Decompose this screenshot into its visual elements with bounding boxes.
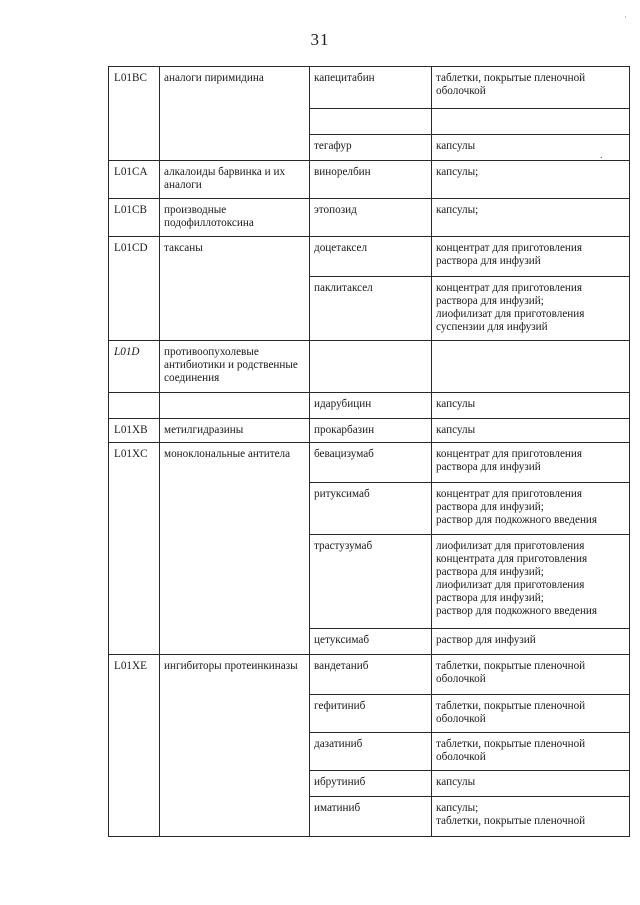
table-cell (160, 341, 310, 393)
table-cell (432, 277, 630, 341)
table-cell (432, 161, 630, 199)
table-cell (432, 797, 630, 837)
table-row (109, 199, 630, 237)
cell-text-line: аналоги (164, 179, 202, 191)
table-row (109, 655, 630, 695)
cell-text-line: лиофилизат для приготовления (436, 579, 585, 591)
table-cell (310, 393, 432, 419)
cell-text-line: концентрата для приготовления (436, 553, 588, 565)
table-cell (432, 535, 630, 629)
table-cell (310, 67, 432, 109)
cell-text-line: идарубицин (314, 398, 372, 410)
cell-text-line: противоопухолевые (164, 346, 259, 358)
cell-text-line: капецитабин (314, 72, 375, 84)
cell-text-line: антибиотики и родственные (164, 359, 298, 371)
atc-code-cell: L01CB (109, 199, 160, 237)
table-cell (160, 393, 310, 419)
cell-text-line: раствор для подкожного введения (436, 514, 598, 526)
atc-code-cell: L01XB (109, 419, 160, 443)
scan-artifact-dot: . (600, 150, 603, 161)
cell-text-line: дазатиниб (314, 738, 363, 750)
cell-text-line: производные (164, 204, 227, 216)
table-cell (310, 535, 432, 629)
table-cell (310, 695, 432, 733)
cell-text-line: раствора для инфузий (436, 461, 541, 473)
cell-text-line: трастузумаб (314, 540, 373, 552)
cell-text-line: капсулы (436, 776, 476, 788)
atc-code-cell: L01D (109, 341, 160, 393)
cell-text-line: раствора для инфузий; (436, 295, 544, 307)
table-cell (160, 443, 310, 655)
cell-text-line: раствора для инфузий; (436, 501, 544, 513)
cell-text-line: тегафур (314, 140, 352, 152)
cell-text-line: лиофилизат для приготовления (436, 540, 585, 552)
table-cell (432, 199, 630, 237)
cell-text-line: таблетки, покрытые пленочной (436, 72, 586, 84)
table-cell (310, 629, 432, 655)
atc-code-cell (109, 393, 160, 419)
table-cell (310, 277, 432, 341)
table-cell (432, 393, 630, 419)
cell-text-line: гефитиниб (314, 700, 366, 712)
cell-text-line: этопозид (314, 204, 357, 216)
atc-code-cell: L01XE (109, 655, 160, 837)
table-cell (160, 161, 310, 199)
cell-text-line: таблетки, покрытые пленочной (436, 815, 586, 827)
table-cell (310, 771, 432, 797)
table-cell (310, 199, 432, 237)
page-number: 31 (310, 30, 330, 49)
cell-text-line: прокарбазин (314, 424, 375, 436)
table-cell (310, 109, 432, 135)
table-cell (310, 161, 432, 199)
cell-text-line: таблетки, покрытые пленочной (436, 700, 586, 712)
table-cell (432, 655, 630, 695)
atc-code-cell: L01BC (109, 67, 160, 161)
scan-corner-mark: · (624, 12, 627, 22)
table-cell (432, 67, 630, 109)
cell-text-line: оболочкой (436, 751, 486, 763)
cell-text-line: капсулы (436, 398, 476, 410)
table-row (109, 443, 630, 483)
table-cell (432, 443, 630, 483)
table-cell (432, 109, 630, 135)
cell-text-line: алкалоиды барвинка и их (164, 166, 286, 178)
cell-text-line: подофиллотоксина (164, 217, 254, 229)
cell-text-line: бевацизумаб (314, 448, 374, 460)
table-cell (432, 237, 630, 277)
cell-text-line: цетуксимаб (314, 634, 370, 646)
table-cell (432, 733, 630, 771)
table-cell (160, 199, 310, 237)
table-row (109, 237, 630, 277)
cell-text-line: капсулы (436, 140, 476, 152)
table-cell (432, 695, 630, 733)
table-cell (310, 443, 432, 483)
table-cell (432, 483, 630, 535)
table-cell (432, 419, 630, 443)
cell-text-line: вандетаниб (314, 660, 369, 672)
cell-text-line: концентрат для приготовления (436, 448, 583, 460)
cell-text-line: раствора для инфузий; (436, 592, 544, 604)
cell-text-line: оболочкой (436, 85, 486, 97)
table-cell (432, 771, 630, 797)
table-cell (160, 67, 310, 161)
cell-text-line: моноклональные антитела (164, 448, 291, 460)
table-row (109, 393, 630, 419)
cell-text-line: концентрат для приготовления (436, 282, 583, 294)
cell-text-line: раствор для подкожного введения (436, 605, 598, 617)
cell-text-line: концентрат для приготовления (436, 488, 583, 500)
cell-text-line: метилгидразины (164, 424, 244, 436)
table-row (109, 341, 630, 393)
cell-text-line: капсулы; (436, 166, 479, 178)
cell-text-line: доцетаксел (314, 242, 368, 254)
table-cell (310, 655, 432, 695)
table-cell (310, 135, 432, 161)
cell-text-line: суспензии для инфузий (436, 321, 548, 333)
table-cell (310, 797, 432, 837)
cell-text-line: таблетки, покрытые пленочной (436, 738, 586, 750)
table-cell (432, 629, 630, 655)
table-cell (310, 483, 432, 535)
cell-text-line: раствора для инфузий (436, 255, 541, 267)
table-cell (432, 341, 630, 393)
atc-code-cell: L01CD (109, 237, 160, 341)
cell-text-line: оболочкой (436, 713, 486, 725)
cell-text-line: ингибиторы протеинкиназы (164, 660, 298, 672)
cell-text-line: капсулы; (436, 802, 479, 814)
table-row (109, 161, 630, 199)
cell-text-line: таблетки, покрытые пленочной (436, 660, 586, 672)
cell-text-line: винорелбин (314, 166, 371, 178)
table-cell (310, 237, 432, 277)
table-row (109, 419, 630, 443)
drug-table-body (109, 67, 630, 837)
table-cell (310, 733, 432, 771)
cell-text-line: капсулы (436, 424, 476, 436)
cell-text-line: паклитаксел (314, 282, 373, 294)
table-cell (160, 655, 310, 837)
drug-table (108, 66, 630, 837)
cell-text-line: аналоги пиримидина (164, 72, 264, 84)
cell-text-line: соединения (164, 372, 220, 384)
cell-text-line: раствора для инфузий; (436, 566, 544, 578)
table-cell (310, 341, 432, 393)
atc-code-cell: L01XC (109, 443, 160, 655)
cell-text-line: таксаны (164, 242, 203, 254)
cell-text-line: оболочкой (436, 673, 486, 685)
cell-text-line: капсулы; (436, 204, 479, 216)
table-row (109, 67, 630, 109)
table-cell (160, 419, 310, 443)
atc-code-cell: L01CA (109, 161, 160, 199)
cell-text-line: концентрат для приготовления (436, 242, 583, 254)
cell-text-line: раствор для инфузий (436, 634, 536, 646)
table-cell (160, 237, 310, 341)
cell-text-line: ритуксимаб (314, 488, 370, 500)
cell-text-line: ибрутиниб (314, 776, 366, 788)
cell-text-line: иматиниб (314, 802, 361, 814)
cell-text-line: лиофилизат для приготовления (436, 308, 585, 320)
table-cell (310, 419, 432, 443)
